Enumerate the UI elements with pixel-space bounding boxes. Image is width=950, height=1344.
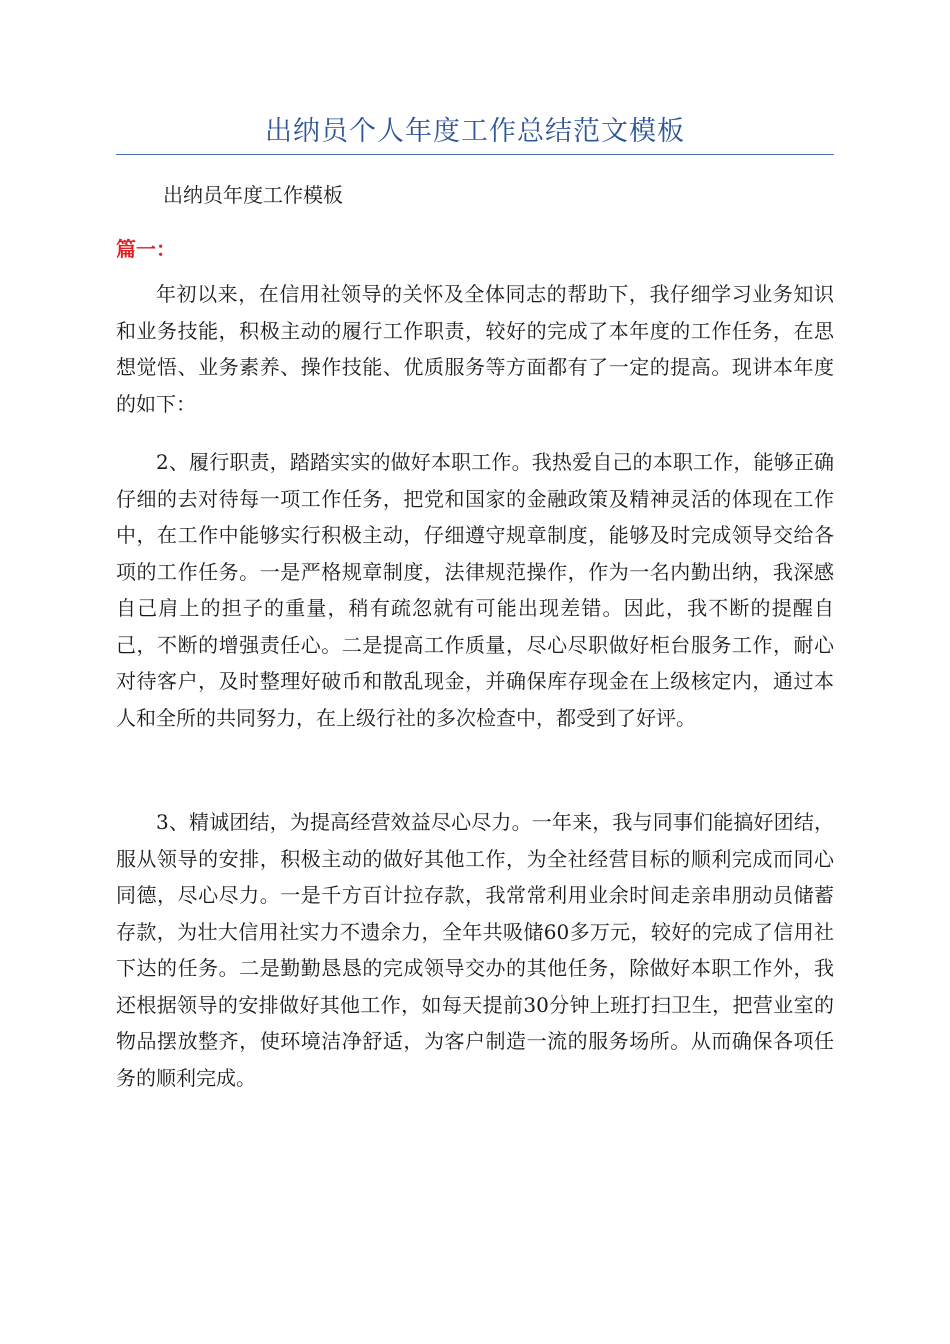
paragraph-intro: 年初以来，在信用社领导的关怀及全体同志的帮助下，我仔细学习业务知识和业务技能，积极主动的履行工作职责，较好的完成了本年度的工作任务，在思想觉悟、业务素养、操作技能、优质服务等方面都有了一定的提高。现讲本年度的如下： (116, 282, 834, 416)
paragraph-duties: 2、履行职责，踏踏实实的做好本职工作。我热爱自己的本职工作，能够正确仔细的去对待每一项工作任务，把党和国家的金融政策及精神灵活的体现在工作中，在工作中能够实行积极主动，仔细遵守规章制度，能够及时完成领导交给各项的工作任务。一是严格规章制度，法律规范操作，作为一名内勤出纳，我深感自己肩上的担子的重量，稍有疏忽就有可能出现差错。因此，我不断的提醒自己，不断的增强责任心。二是提高工作质量，尽心尽职做好柜台服务工作，耐心对待客户，及时整理好破币和散乱现金，并确保库存现金在上级核定内，通过本人和全所的共同努力，在上级行社的多次检查中，都受到了好评。 (116, 450, 834, 730)
document-title: 出纳员个人年度工作总结范文模板 (265, 116, 685, 147)
paragraph-teamwork: 3、精诚团结，为提高经营效益尽心尽力。一年来，我与同事们能搞好团结，服从领导的安排，积极主动的做好其他工作，为全社经营目标的顺利完成而同心同德，尽心尽力。一是千方百计拉存款，我常常利用业余时间走亲串朋动员储蓄存款，为壮大信用社实力不遗余力，全年共吸储60多万元，较好的完成了信用社下达的任务。二是勤勤恳恳的完成领导交办的其他任务，除做好本职工作外，我还根据领导的安排做好其他工作，如每天提前30分钟上班打扫卫生，把营业室的物品摆放整齐，使环境洁净舒适，为客户制造一流的服务场所。从而确保各项任务的顺利完成。 (116, 810, 834, 1090)
document-subtitle: 出纳员年度工作模板 (163, 183, 343, 207)
title-underline (116, 154, 834, 155)
section-heading: 篇一： (116, 237, 176, 261)
